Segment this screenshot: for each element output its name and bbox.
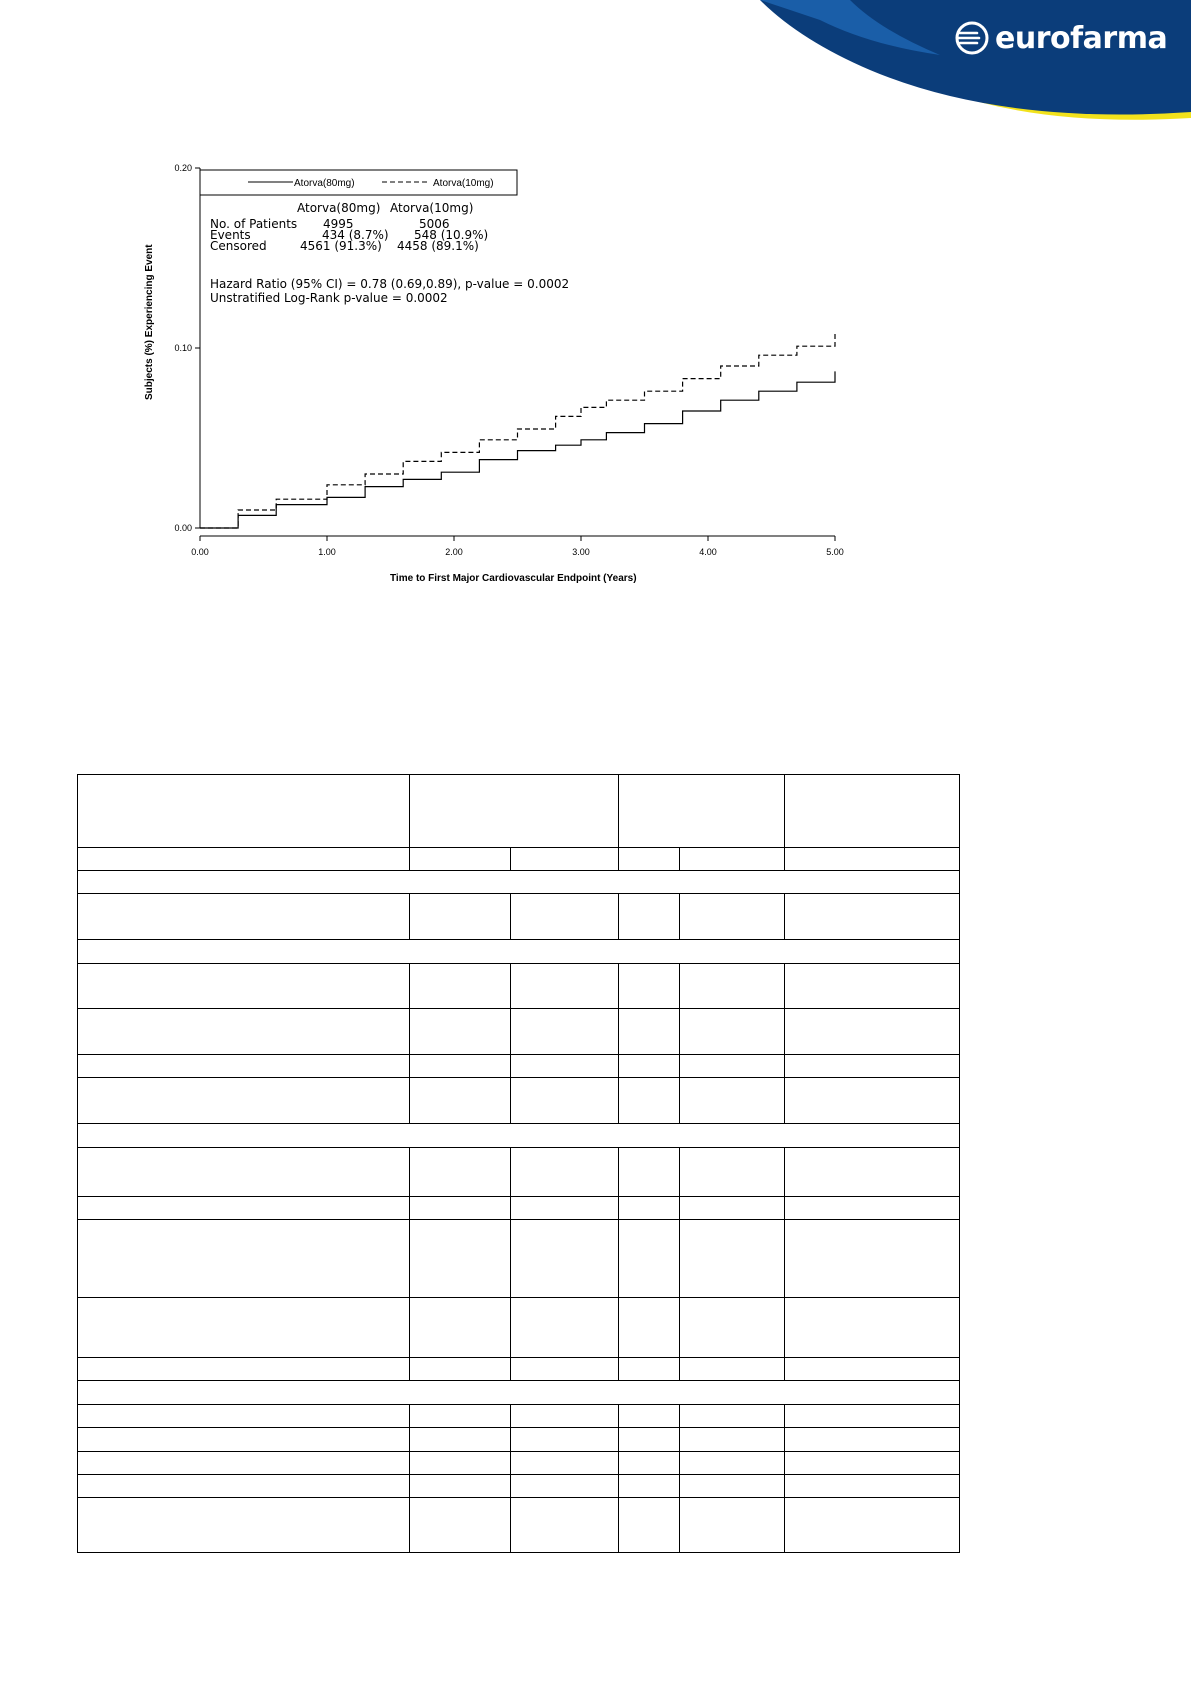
table-cell [410, 1009, 511, 1055]
table-cell [410, 1148, 511, 1197]
table-cell [680, 894, 785, 940]
table-cell [410, 1475, 511, 1498]
table-section-row [78, 871, 960, 894]
inset-label-patients: No. of Patients [210, 217, 298, 231]
y-axis-title: Subjects (%) Experiencing Event [144, 244, 155, 400]
table-cell [410, 964, 511, 1009]
table-cell [619, 775, 785, 848]
table-cell [511, 1358, 619, 1381]
table-cell [511, 1298, 619, 1358]
table-cell [680, 1078, 785, 1124]
x-axis-title: Time to First Major Cardiovascular Endpoint (Years) [390, 573, 637, 584]
inset-val-censored-10: 4458 (89.1%) [397, 239, 479, 253]
table-row [78, 848, 960, 871]
table-section-row [78, 1124, 960, 1148]
x-tick-label: 3.00 [572, 547, 590, 557]
globe-icon [955, 21, 989, 55]
table-row [78, 1475, 960, 1498]
table-cell [619, 1009, 680, 1055]
x-tick-label: 0.00 [191, 547, 209, 557]
table-cell [410, 848, 511, 871]
table-cell [78, 1405, 410, 1428]
table-cell [680, 1405, 785, 1428]
table-cell [410, 1358, 511, 1381]
results-table [77, 774, 960, 1553]
table-cell [619, 1148, 680, 1197]
table-cell [619, 1498, 680, 1553]
annotation-logrank: Unstratified Log-Rank p-value = 0.0002 [210, 291, 448, 305]
table-cell [78, 1298, 410, 1358]
table-cell [785, 1298, 960, 1358]
cumulative-event-chart [130, 150, 850, 590]
table-cell [410, 1055, 511, 1078]
x-tick-label: 2.00 [445, 547, 463, 557]
table-cell [511, 1055, 619, 1078]
table-cell [785, 964, 960, 1009]
table-cell [511, 894, 619, 940]
table-cell [511, 1220, 619, 1298]
table-row [78, 1078, 960, 1124]
eurofarma-logo [955, 18, 1167, 58]
table-cell [785, 1498, 960, 1553]
inset-val-patients-80: 4995 [323, 217, 354, 231]
table-cell [410, 1078, 511, 1124]
table-cell [511, 1405, 619, 1428]
table-header-row [78, 775, 960, 848]
table-cell [619, 848, 680, 871]
table-cell [785, 1428, 960, 1452]
table-cell [78, 1381, 960, 1405]
table-cell [78, 1498, 410, 1553]
table-cell [410, 1405, 511, 1428]
inset-header-atorva10: Atorva(10mg) [390, 201, 474, 215]
table-cell [680, 848, 785, 871]
table-row [78, 1055, 960, 1078]
y-tick-label: 0.00 [174, 523, 192, 533]
table-cell [78, 775, 410, 848]
table-cell [680, 1298, 785, 1358]
table-cell [619, 1452, 680, 1475]
table-cell [619, 1475, 680, 1498]
table-row [78, 1405, 960, 1428]
x-tick-label: 1.00 [318, 547, 336, 557]
table-cell [785, 1055, 960, 1078]
table-cell [511, 1498, 619, 1553]
table-cell [78, 1055, 410, 1078]
table-cell [785, 1452, 960, 1475]
table-cell [785, 775, 960, 848]
table-cell [785, 1009, 960, 1055]
annotation-hazard-ratio: Hazard Ratio (95% CI) = 0.78 (0.69,0.89), p-value = 0.0002 [210, 277, 570, 291]
table-cell [785, 1358, 960, 1381]
table-cell [511, 1452, 619, 1475]
table-row [78, 1498, 960, 1553]
table-cell [785, 848, 960, 871]
table-cell [78, 871, 960, 894]
table-cell [785, 1405, 960, 1428]
table-cell [410, 1498, 511, 1553]
table-row [78, 1358, 960, 1381]
table-cell [410, 1298, 511, 1358]
table-cell [78, 1220, 410, 1298]
table-cell [619, 964, 680, 1009]
brand-name: eurofarma [995, 20, 1168, 56]
inset-header-atorva80: Atorva(80mg) [297, 201, 381, 215]
table-cell [680, 1220, 785, 1298]
table-cell [680, 1197, 785, 1220]
table-cell [680, 1009, 785, 1055]
table-cell [619, 1405, 680, 1428]
table-row [78, 1009, 960, 1055]
chart-svg [130, 150, 850, 590]
table-cell [78, 1197, 410, 1220]
table-cell [619, 1428, 680, 1452]
table-cell [680, 1498, 785, 1553]
series-line-atorva80 [200, 371, 835, 528]
table-cell [410, 1197, 511, 1220]
table-section-row [78, 940, 960, 964]
table-cell [78, 1078, 410, 1124]
table-cell [785, 894, 960, 940]
inset-val-events-10: 548 (10.9%) [414, 228, 489, 242]
table-cell [619, 1358, 680, 1381]
table-cell [619, 1078, 680, 1124]
table-cell [78, 848, 410, 871]
table-row [78, 1197, 960, 1220]
table-cell [511, 1078, 619, 1124]
table-cell [410, 894, 511, 940]
table-cell [680, 1452, 785, 1475]
table-cell [78, 894, 410, 940]
table-cell [785, 1475, 960, 1498]
table-cell [785, 1078, 960, 1124]
inset-label-events: Events [210, 228, 251, 242]
table-section-row [78, 1381, 960, 1405]
table-row [78, 1298, 960, 1358]
table-row [78, 894, 960, 940]
table-cell [78, 1475, 410, 1498]
table-cell [78, 1009, 410, 1055]
y-tick-label: 0.20 [174, 163, 192, 173]
legend-label-atorva80: Atorva(80mg) [294, 178, 355, 189]
table-cell [511, 848, 619, 871]
table-row [78, 1220, 960, 1298]
table-row [78, 964, 960, 1009]
table-cell [619, 1197, 680, 1220]
table-cell [619, 1055, 680, 1078]
table-cell [410, 775, 619, 848]
inset-val-patients-10: 5006 [419, 217, 450, 231]
table-cell [511, 1428, 619, 1452]
table-row [78, 1452, 960, 1475]
table-cell [410, 1452, 511, 1475]
table-cell [78, 1358, 410, 1381]
table-row [78, 1148, 960, 1197]
table-cell [785, 1197, 960, 1220]
inset-label-censored: Censored [210, 239, 267, 253]
table-cell [511, 964, 619, 1009]
table-cell [78, 1428, 410, 1452]
table-cell [680, 1475, 785, 1498]
x-tick-label: 4.00 [699, 547, 717, 557]
table-cell [619, 1220, 680, 1298]
table-cell [680, 1428, 785, 1452]
series-line-atorva10 [200, 332, 835, 528]
inset-val-censored-80: 4561 (91.3%) [300, 239, 382, 253]
table-cell [680, 964, 785, 1009]
table-cell [78, 940, 960, 964]
table-cell [680, 1148, 785, 1197]
table-cell [78, 964, 410, 1009]
x-tick-label: 5.00 [826, 547, 844, 557]
table-cell [680, 1055, 785, 1078]
table-cell [511, 1009, 619, 1055]
table-cell [511, 1197, 619, 1220]
table-cell [785, 1148, 960, 1197]
table-cell [511, 1148, 619, 1197]
inset-val-events-80: 434 (8.7%) [322, 228, 389, 242]
table-row [78, 1428, 960, 1452]
table-cell [785, 1220, 960, 1298]
table-cell [511, 1475, 619, 1498]
y-tick-label: 0.10 [174, 343, 192, 353]
table-cell [78, 1124, 960, 1148]
table-cell [410, 1220, 511, 1298]
table-cell [78, 1452, 410, 1475]
table-cell [410, 1428, 511, 1452]
table-cell [78, 1148, 410, 1197]
table-cell [680, 1358, 785, 1381]
legend-label-atorva10: Atorva(10mg) [433, 178, 494, 189]
table-cell [619, 1298, 680, 1358]
table-cell [619, 894, 680, 940]
